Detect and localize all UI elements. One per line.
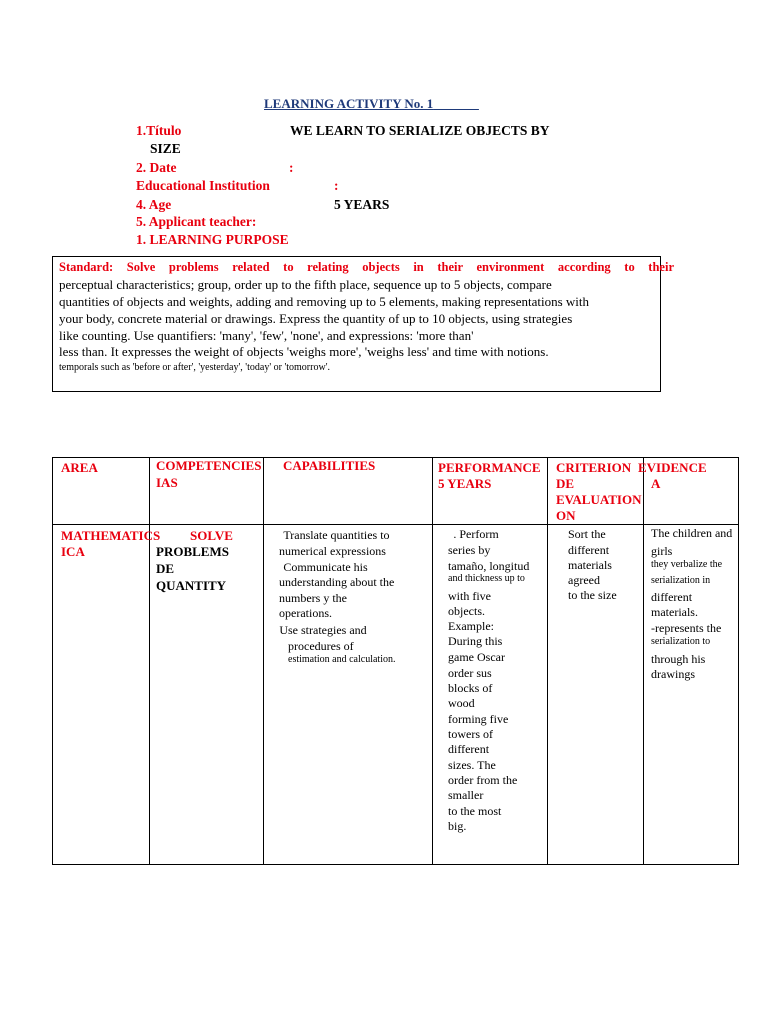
standard-line-4: your body, concrete material or drawings. Express the quantity of up to 10 objects, using strategies <box>59 311 573 326</box>
area-value: MATHEMATICS <box>61 528 161 543</box>
performance-line: towers of <box>448 727 493 741</box>
area-value-continued: ICA <box>61 544 85 559</box>
standard-line-5: like counting. Use quantifiers: 'many', 'few', 'none', and expressions: 'more than' <box>59 328 474 343</box>
column-divider <box>643 458 644 864</box>
competency-solve: SOLVE <box>190 528 233 543</box>
capability-3: Use strategies and <box>267 623 355 637</box>
performance-line: During this <box>448 634 503 648</box>
purpose-label: 1. LEARNING PURPOSE <box>136 232 289 247</box>
institution-colon: : <box>334 178 339 193</box>
header-performance-continued: 5 YEARS <box>438 476 492 491</box>
row-divider <box>53 524 738 525</box>
performance-line: sizes. The <box>448 758 496 772</box>
competency-quantity: QUANTITY <box>156 578 227 593</box>
titulo-label: 1.Título <box>136 123 182 138</box>
performance-line: with five <box>448 589 491 603</box>
standard-line-7: temporals such as 'before or after', 'yesterday', 'today' or 'tomorrow'. <box>59 362 330 373</box>
column-divider <box>432 458 433 864</box>
evidence-line: serialization in <box>651 575 711 586</box>
date-colon: : <box>289 160 294 175</box>
column-divider <box>149 458 150 864</box>
performance-line: big. <box>448 819 467 833</box>
criterion-line: to the size <box>568 588 617 602</box>
capability-3-continued: procedures of <box>288 639 354 653</box>
evidence-line: -represents the <box>651 621 722 635</box>
criterion-line: different <box>568 543 610 557</box>
header-evidence-continued: A <box>651 476 661 491</box>
performance-line: blocks of <box>448 681 493 695</box>
evidence-line: different <box>651 590 693 604</box>
evidence-line: girls <box>651 544 673 558</box>
standard-line-2: perceptual characteristics; group, order up to the fifth place, sequence up to 5 objects, compare <box>59 277 552 292</box>
standard-line-1: Standard: Solve problems related to relating objects in their environment according to their <box>59 260 674 274</box>
learning-table <box>52 457 739 865</box>
capability-3-continued: estimation and calculation. <box>288 654 396 665</box>
performance-line: Example: <box>448 619 494 633</box>
title-text: LEARNING ACTIVITY No. 1 <box>264 96 434 111</box>
performance-line: tamaño, longitud <box>448 559 530 573</box>
evidence-line: The children and <box>651 526 733 540</box>
header-criterion-de: DE <box>556 476 575 491</box>
performance-line: wood <box>448 696 475 710</box>
header-criterion-evaluation: EVALUATION <box>556 492 642 507</box>
age-value: 5 YEARS <box>334 197 390 212</box>
capability-2-continued: numbers y the <box>279 591 347 605</box>
age-label: 4. Age <box>136 197 172 212</box>
header-competencies: COMPETENCIES <box>156 458 262 473</box>
column-divider <box>547 458 548 864</box>
performance-line: order sus <box>448 666 492 680</box>
header-evidence: EVIDENCE <box>638 460 707 475</box>
date-label: 2. Date <box>136 160 177 175</box>
title-underline-fill: _______ <box>433 96 479 111</box>
performance-line: . Perform <box>441 527 487 541</box>
performance-line: different <box>448 742 490 756</box>
titulo-value: WE LEARN TO SERIALIZE OBJECTS BY <box>290 123 550 138</box>
header-area: AREA <box>61 460 98 475</box>
criterion-line: agreed <box>568 573 600 587</box>
header-capabilities: CAPABILITIES <box>283 458 376 473</box>
capability-2-continued: understanding about the <box>279 575 395 589</box>
performance-line: objects. <box>448 604 485 618</box>
performance-line: smaller <box>448 788 484 802</box>
competency-problems: PROBLEMS <box>156 544 229 559</box>
capability-2-continued: operations. <box>279 606 332 620</box>
criterion-line: Sort the <box>568 527 606 541</box>
column-divider <box>263 458 264 864</box>
capability-1: Translate quantities to <box>271 528 378 542</box>
evidence-line: materials. <box>651 605 698 619</box>
page-title <box>264 96 479 112</box>
standard-line-6: less than. It expresses the weight of objects 'weighs more', 'weighs less' and time with notions. <box>59 344 549 359</box>
capability-2: Communicate his <box>271 560 356 574</box>
header-performance: PERFORMANCE <box>438 460 541 475</box>
evidence-line: serialization to <box>651 636 711 647</box>
evidence-line: drawings <box>651 667 695 681</box>
performance-line: game Oscar <box>448 650 505 664</box>
competency-de: DE <box>156 561 175 576</box>
titulo-value-continued: SIZE <box>150 141 181 156</box>
performance-line: to the most <box>448 804 502 818</box>
evidence-line: they verbalize the <box>651 559 723 570</box>
header-criterion: CRITERION <box>556 460 632 475</box>
teacher-label: 5. Applicant teacher: <box>136 214 257 229</box>
performance-line: and thickness up to <box>448 573 525 584</box>
criterion-line: materials <box>568 558 612 572</box>
standard-box <box>52 256 674 392</box>
performance-line: forming five <box>448 712 509 726</box>
evidence-line: through his <box>651 652 706 666</box>
standard-line-3: quantities of objects and weights, adding and removing up to 5 elements, making representations with <box>59 294 589 309</box>
header-competencies-continued: IAS <box>156 475 178 490</box>
header-criterion-on: ON <box>556 508 576 523</box>
capability-1-continued: numerical expressions <box>279 544 386 558</box>
performance-line: series by <box>448 543 491 557</box>
performance-line: order from the <box>448 773 518 787</box>
institution-label: Educational Institution <box>136 178 270 193</box>
